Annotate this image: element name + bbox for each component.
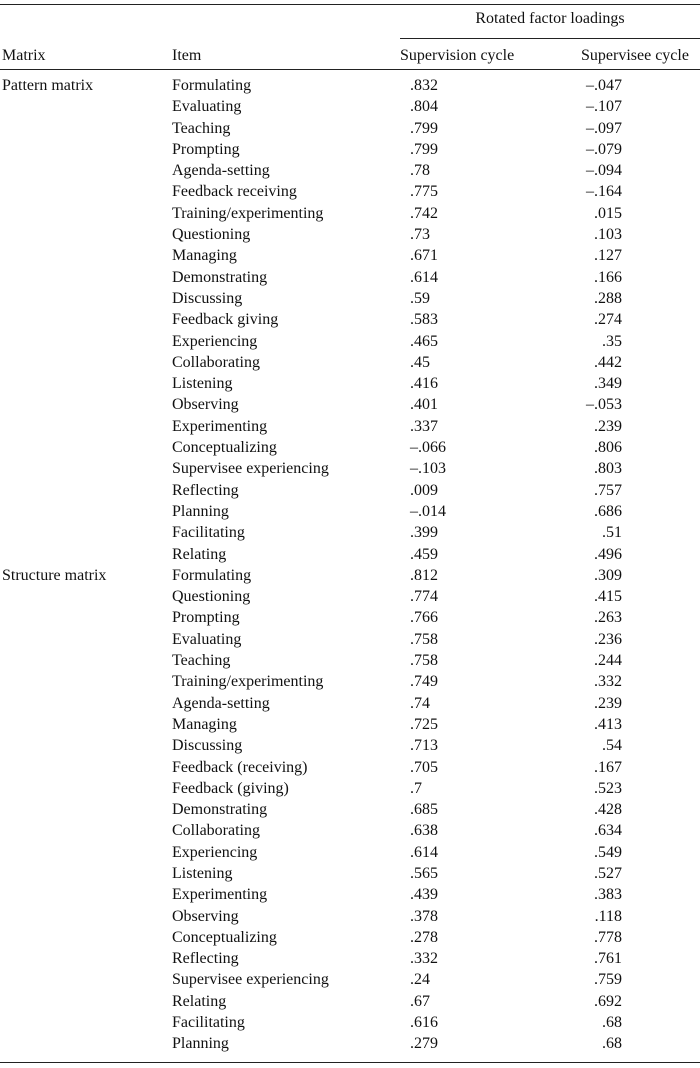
table-row (0, 565, 700, 586)
supervisee-cycle-loading: .634 (594, 822, 622, 840)
item-cell: Feedback (receiving) (172, 758, 308, 776)
supervision-cycle-loading: .401 (410, 396, 438, 414)
supervisee-cycle-loading: .274 (594, 311, 622, 329)
supervisee-cycle-loading: .383 (594, 886, 622, 904)
item-cell: Supervisee experiencing (172, 971, 329, 989)
item-cell: Managing (172, 715, 237, 733)
table-row (0, 480, 700, 501)
supervision-cycle-loading: .24 (410, 971, 430, 989)
supervision-cycle-loading: .685 (410, 801, 438, 819)
supervision-cycle-loading: .7 (410, 779, 422, 797)
supervision-cycle-loading: .78 (410, 162, 430, 180)
supervision-cycle-loading: .832 (410, 77, 438, 94)
table-row (0, 331, 700, 352)
table-row (0, 394, 700, 415)
item-cell: Questioning (172, 226, 251, 244)
supervisee-cycle-loading: .332 (594, 673, 622, 691)
table-row (0, 160, 700, 181)
item-cell: Relating (172, 992, 227, 1010)
supervision-cycle-loading: .749 (410, 673, 438, 691)
supervisee-cycle-loading: .236 (594, 630, 622, 648)
table-row (0, 778, 700, 799)
supervisee-cycle-loading: –.107 (586, 98, 622, 116)
supervision-cycle-loading: .775 (410, 183, 438, 201)
table-row (0, 96, 700, 117)
table-row (0, 224, 700, 245)
supervisee-cycle-loading: .527 (594, 864, 622, 882)
supervisee-cycle-loading: .244 (594, 652, 622, 670)
supervision-cycle-loading: .758 (410, 630, 438, 648)
item-cell: Reflecting (172, 481, 239, 499)
item-cell: Facilitating (172, 524, 245, 542)
supervision-cycle-loading: .378 (410, 907, 438, 925)
table-row (0, 671, 700, 692)
supervisee-cycle-loading: .263 (594, 609, 622, 627)
supervisee-cycle-loading: .413 (594, 715, 622, 733)
item-cell: Evaluating (172, 98, 242, 116)
item-cell: Experiencing (172, 332, 258, 350)
table-row (0, 373, 700, 394)
supervisee-cycle-loading: –.094 (586, 162, 622, 180)
supervision-cycle-loading: .416 (410, 375, 438, 393)
table-row (0, 181, 700, 202)
supervisee-cycle-loading: .51 (602, 524, 622, 542)
item-cell: Collaborating (172, 822, 260, 840)
item-cell: Training/experimenting (172, 204, 324, 222)
supervisee-cycle-loading: .778 (594, 928, 622, 946)
supervisee-cycle-loading: .757 (594, 481, 622, 499)
supervisee-cycle-loading: .806 (594, 439, 622, 457)
supervisee-cycle-loading: .239 (594, 694, 622, 712)
item-cell: Discussing (172, 289, 243, 307)
table-row (0, 1033, 700, 1054)
spanner-rule (400, 38, 700, 39)
item-cell: Experimenting (172, 886, 268, 904)
item-cell: Evaluating (172, 630, 242, 648)
table-row (0, 906, 700, 927)
item-cell: Managing (172, 247, 237, 265)
supervision-cycle-loading: .565 (410, 864, 438, 882)
table-row (0, 607, 700, 628)
table-row (0, 629, 700, 650)
table-row (0, 991, 700, 1012)
item-cell: Relating (172, 545, 227, 563)
table-body (0, 75, 700, 1055)
supervision-cycle-loading: .459 (410, 545, 438, 563)
supervisee-cycle-loading: .015 (594, 204, 622, 222)
table-row (0, 969, 700, 990)
supervision-cycle-loading: .614 (410, 843, 438, 861)
supervisee-cycle-loading: .35 (602, 332, 622, 350)
supervisee-cycle-loading: .549 (594, 843, 622, 861)
table-row (0, 501, 700, 522)
item-cell: Prompting (172, 140, 240, 158)
table-row (0, 820, 700, 841)
supervisee-cycle-loading: .523 (594, 779, 622, 797)
table-row (0, 118, 700, 139)
table-row (0, 714, 700, 735)
supervision-cycle-loading: .766 (410, 609, 438, 627)
table-row (0, 267, 700, 288)
table-row (0, 75, 700, 96)
column-header-supervision-cycle: Supervision cycle (400, 47, 515, 64)
item-cell: Experimenting (172, 417, 268, 435)
supervisee-cycle-loading: .54 (602, 737, 622, 755)
table-row (0, 927, 700, 948)
table-row (0, 203, 700, 224)
supervisee-cycle-loading: .167 (594, 758, 622, 776)
supervision-cycle-loading: .799 (410, 119, 438, 137)
table-row (0, 458, 700, 479)
column-header-supervisee-cycle: Supervisee cycle (581, 47, 689, 64)
supervisee-cycle-loading: .761 (594, 950, 622, 968)
supervision-cycle-loading: .332 (410, 950, 438, 968)
column-header-matrix: Matrix (2, 47, 46, 64)
table-row (0, 437, 700, 458)
item-cell: Listening (172, 864, 233, 882)
item-cell: Planning (172, 502, 229, 520)
item-cell: Reflecting (172, 950, 239, 968)
supervision-cycle-loading: .774 (410, 588, 438, 606)
table-row (0, 245, 700, 266)
supervisee-cycle-loading: .415 (594, 588, 622, 606)
supervisee-cycle-loading: .349 (594, 375, 622, 393)
supervisee-cycle-loading: .428 (594, 801, 622, 819)
item-cell: Planning (172, 1035, 229, 1053)
supervisee-cycle-loading: –.053 (586, 396, 622, 414)
supervision-cycle-loading: .59 (410, 289, 430, 307)
supervision-cycle-loading: –.103 (410, 460, 446, 478)
supervisee-cycle-loading: –.164 (586, 183, 622, 201)
item-cell: Formulating (172, 566, 252, 584)
item-cell: Agenda-setting (172, 694, 270, 712)
supervisee-cycle-loading: .239 (594, 417, 622, 435)
item-cell: Questioning (172, 588, 251, 606)
supervisee-cycle-loading: .68 (602, 1035, 622, 1053)
supervision-cycle-loading: .45 (410, 353, 430, 371)
item-cell: Teaching (172, 652, 231, 670)
item-cell: Demonstrating (172, 801, 268, 819)
item-cell: Feedback (giving) (172, 779, 289, 797)
table-top-rule (0, 4, 700, 5)
supervisee-cycle-loading: –.097 (586, 119, 622, 137)
item-cell: Agenda-setting (172, 162, 270, 180)
table-row (0, 544, 700, 565)
item-cell: Observing (172, 396, 239, 414)
supervision-cycle-loading: .725 (410, 715, 438, 733)
supervision-cycle-loading: .804 (410, 98, 438, 116)
item-cell: Supervisee experiencing (172, 460, 329, 478)
supervisee-cycle-loading: .759 (594, 971, 622, 989)
supervision-cycle-loading: .337 (410, 417, 438, 435)
table-row (0, 799, 700, 820)
supervisee-cycle-loading: .686 (594, 502, 622, 520)
item-cell: Observing (172, 907, 239, 925)
table-row (0, 650, 700, 671)
matrix-label: Pattern matrix (2, 77, 94, 94)
table-row (0, 884, 700, 905)
supervision-cycle-loading: .713 (410, 737, 438, 755)
item-cell: Prompting (172, 609, 240, 627)
supervision-cycle-loading: .74 (410, 694, 430, 712)
supervision-cycle-loading: .67 (410, 992, 430, 1010)
supervision-cycle-loading: .279 (410, 1035, 438, 1053)
supervision-cycle-loading: .009 (410, 481, 438, 499)
supervision-cycle-loading: –.066 (410, 439, 446, 457)
table-row (0, 863, 700, 884)
item-cell: Feedback receiving (172, 183, 297, 201)
supervisee-cycle-loading: .68 (602, 1014, 622, 1032)
item-cell: Feedback giving (172, 311, 279, 329)
item-cell: Discussing (172, 737, 243, 755)
item-cell: Facilitating (172, 1014, 245, 1032)
supervision-cycle-loading: .614 (410, 268, 438, 286)
supervision-cycle-loading: .742 (410, 204, 438, 222)
table-row (0, 309, 700, 330)
table-row (0, 842, 700, 863)
supervisee-cycle-loading: .442 (594, 353, 622, 371)
table-row (0, 948, 700, 969)
table-row (0, 416, 700, 437)
supervision-cycle-loading: .758 (410, 652, 438, 670)
spanner-header: Rotated factor loadings (475, 10, 625, 27)
table-row (0, 288, 700, 309)
supervision-cycle-loading: .583 (410, 311, 438, 329)
item-cell: Conceptualizing (172, 928, 277, 946)
supervision-cycle-loading: .73 (410, 226, 430, 244)
supervision-cycle-loading: .616 (410, 1014, 438, 1032)
item-cell: Conceptualizing (172, 439, 277, 457)
table-row (0, 522, 700, 543)
item-cell: Experiencing (172, 843, 258, 861)
table-row (0, 693, 700, 714)
table-row (0, 586, 700, 607)
column-header-item: Item (172, 47, 202, 64)
matrix-label: Structure matrix (2, 566, 107, 584)
item-cell: Collaborating (172, 353, 260, 371)
supervisee-cycle-loading: .496 (594, 545, 622, 563)
supervisee-cycle-loading: .692 (594, 992, 622, 1010)
supervision-cycle-loading: .799 (410, 140, 438, 158)
supervisee-cycle-loading: –.047 (586, 77, 622, 94)
table-row (0, 352, 700, 373)
supervisee-cycle-loading: .288 (594, 289, 622, 307)
table-row (0, 735, 700, 756)
supervision-cycle-loading: .671 (410, 247, 438, 265)
supervision-cycle-loading: .638 (410, 822, 438, 840)
supervisee-cycle-loading: .103 (594, 226, 622, 244)
supervision-cycle-loading: .399 (410, 524, 438, 542)
supervisee-cycle-loading: .166 (594, 268, 622, 286)
supervisee-cycle-loading: .309 (594, 566, 622, 584)
supervision-cycle-loading: –.014 (410, 502, 446, 520)
supervision-cycle-loading: .439 (410, 886, 438, 904)
item-cell: Demonstrating (172, 268, 268, 286)
supervisee-cycle-loading: .803 (594, 460, 622, 478)
item-cell: Formulating (172, 77, 252, 94)
item-cell: Teaching (172, 119, 231, 137)
supervision-cycle-loading: .465 (410, 332, 438, 350)
supervision-cycle-loading: .278 (410, 928, 438, 946)
supervisee-cycle-loading: –.079 (586, 140, 622, 158)
supervision-cycle-loading: .812 (410, 566, 438, 584)
table-bottom-rule (0, 1062, 700, 1063)
supervisee-cycle-loading: .127 (594, 247, 622, 265)
header-rule (0, 69, 700, 70)
item-cell: Training/experimenting (172, 673, 324, 691)
supervisee-cycle-loading: .118 (594, 907, 622, 925)
table-row (0, 1012, 700, 1033)
item-cell: Listening (172, 375, 233, 393)
table-row (0, 139, 700, 160)
supervision-cycle-loading: .705 (410, 758, 438, 776)
table-row (0, 757, 700, 778)
